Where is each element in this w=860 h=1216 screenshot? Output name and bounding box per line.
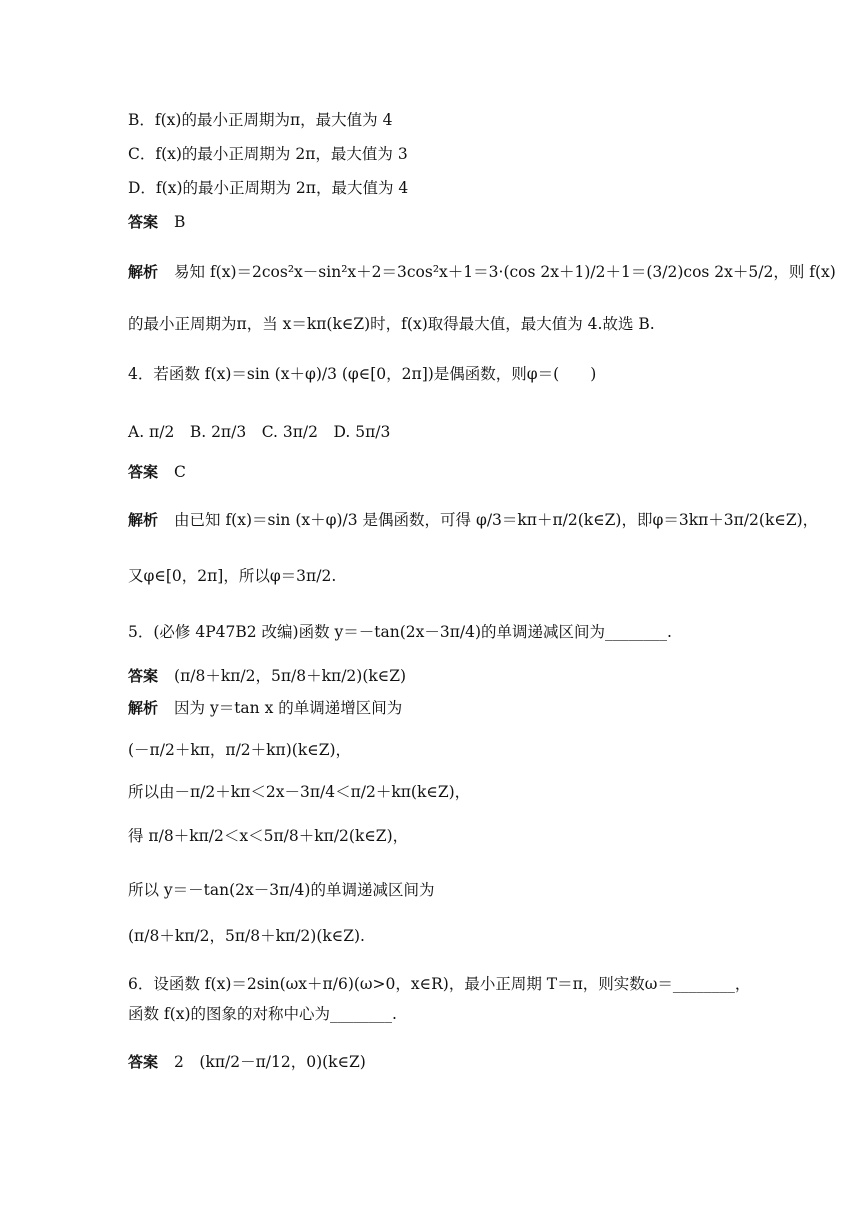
answer-5: [128, 666, 406, 686]
analysis-5-step4: 所以 y＝－tan(2x－3π/4)的单调递减区间为: [128, 881, 435, 899]
analysis-4: [128, 510, 818, 530]
analysis-text: 由已知 f(x)＝sin (x＋φ)/3 是偶函数，可得 φ/3＝kπ＋π/2(k∈Z)，即φ＝3kπ＋3π/2(k∈Z)，: [174, 511, 819, 529]
question-4-options: A. π/2 B. 2π/3 C. 3π/2 D. 5π/3: [128, 423, 391, 441]
answer-label: 答案: [128, 1053, 159, 1071]
answer-value: B: [174, 213, 186, 231]
analysis-4-cont: 又φ∈[0，2π]，所以φ＝3π/2.: [128, 567, 337, 585]
analysis-label: 解析: [128, 699, 159, 717]
question-6: 6．设函数 f(x)＝2sin(ωx＋π/6)(ω>0，x∈R)，最小正周期 T＝π，则实数ω＝________，: [128, 975, 751, 993]
answer-value: (π/8＋kπ/2，5π/8＋kπ/2)(k∈Z): [174, 667, 407, 685]
analysis-3: [128, 262, 836, 282]
answer-label: 答案: [128, 667, 159, 685]
analysis-5-step2: 所以由－π/2＋kπ＜2x－3π/4＜π/2＋kπ(k∈Z)，: [128, 783, 471, 801]
option-d: D．f(x)的最小正周期为 2π，最大值为 4: [128, 179, 409, 197]
analysis-3-cont: 的最小正周期为π，当 x＝kπ(k∈Z)时，f(x)取得最大值，最大值为 4.故选 B.: [128, 315, 655, 333]
analysis-5-step1: (－π/2＋kπ，π/2＋kπ)(k∈Z)，: [128, 741, 352, 759]
option-b: B．f(x)的最小正周期为π，最大值为 4: [128, 111, 393, 129]
answer-3: [128, 212, 185, 232]
option-c: C．f(x)的最小正周期为 2π，最大值为 3: [128, 145, 408, 163]
analysis-5-step3: 得 π/8＋kπ/2＜x＜5π/8＋kπ/2(k∈Z)，: [128, 827, 409, 845]
analysis-5-step5: (π/8＋kπ/2，5π/8＋kπ/2)(k∈Z).: [128, 927, 365, 945]
question-6-cont: 函数 f(x)的图象的对称中心为________.: [128, 1005, 397, 1023]
analysis-label: 解析: [128, 511, 159, 529]
analysis-text: 因为 y＝tan x 的单调递增区间为: [174, 699, 403, 717]
answer-label: 答案: [128, 213, 159, 231]
analysis-5: [128, 698, 402, 718]
answer-4: [128, 462, 186, 482]
analysis-label: 解析: [128, 263, 159, 281]
analysis-text: 易知 f(x)＝2cos²x－sin²x＋2＝3cos²x＋1＝3·(cos 2x＋1)/2＋1＝(3/2)cos 2x＋5/2，则 f(x): [174, 263, 836, 281]
question-5: 5．(必修 4P47B2 改编)函数 y＝－tan(2x－3π/4)的单调递减区间为________.: [128, 623, 672, 641]
answer-6: [128, 1052, 366, 1072]
question-4: 4．若函数 f(x)＝sin (x＋φ)/3 (φ∈[0，2π])是偶函数，则φ＝( ): [128, 365, 597, 383]
answer-label: 答案: [128, 463, 159, 481]
answer-value: C: [174, 463, 186, 481]
answer-value: 2 (kπ/2－π/12，0)(k∈Z): [174, 1053, 366, 1071]
